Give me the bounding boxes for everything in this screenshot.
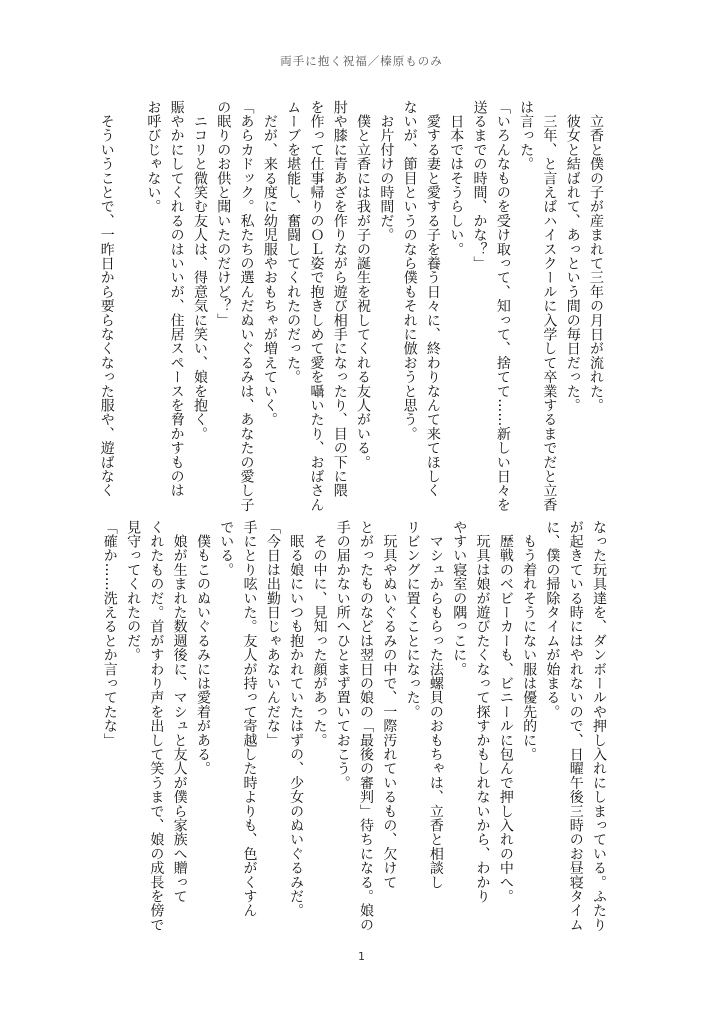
text-line: 彼女と結ばれて、あっという間の毎日だった。 xyxy=(564,100,581,413)
text-line: なった玩具達を、ダンボールや押し入れにしまっている。ふたり xyxy=(591,520,607,932)
running-header: 両手に抱く祝福／榛原ものみ xyxy=(280,54,443,68)
text-line: ないが、節目というのなら僕もそれに倣おうと思う。 xyxy=(401,100,418,441)
text-line: 「いろんなものを受け取って、知って、捨てて……新しい日々を xyxy=(494,100,511,512)
text-line: 歴戦のベビーカーも、ビニールに包んで押し入れの中へ。 xyxy=(497,520,514,904)
text-line: 玩具やぬいぐるみの中で、一際汚れているもの、欠けて xyxy=(381,520,398,890)
text-line: お片付けの時間だ。 xyxy=(378,100,395,242)
text-line: 三年、と言えばハイスクールに入学して卒業するまでだと立香 xyxy=(541,100,558,512)
text-line: 肘や膝に青あざを作りながら遊び相手になったり、目の下に隈 xyxy=(331,100,348,498)
text-line: マシュからもらった法螺貝のおもちゃは、立香と相談し xyxy=(427,520,444,890)
text-line: そういうことで、一昨日から要らなくなった服や、遊ばなく xyxy=(98,100,115,498)
text-line: 眠る娘にいつも抱かれていたはずの、少女のぬいぐるみだ。 xyxy=(288,520,305,918)
text-line: 僕もこのぬいぐるみには愛着がある。 xyxy=(194,520,211,776)
text-line: お呼びじゃない。 xyxy=(145,100,162,214)
text-line: の眠りのお供と聞いたのだけど？」 xyxy=(215,100,232,328)
text-line: でいる。 xyxy=(218,520,235,577)
text-line: その中に、見知った顔があった。 xyxy=(311,520,328,748)
text-line: ムーブを堪能し、奮闘してくれたのだった。 xyxy=(285,100,302,384)
page-number: 1 xyxy=(358,950,365,963)
text-line: 手の届かない所へひとまず置いておこう。 xyxy=(334,520,351,790)
text-line: とがったものなどは翌日の娘の「最後の審判」待ちになる。娘の xyxy=(358,520,375,932)
text-line: リビングに置くことになった。 xyxy=(404,520,421,719)
text-line: だが、来る度に幼児服やおもちゃが増えていく。 xyxy=(261,100,278,427)
text-line: もう着れそうにない服は優先的に。 xyxy=(521,520,538,762)
text-line: 愛する妻と愛する子を養う日々に、終わりなんて来てほしく xyxy=(424,100,441,498)
text-line: 賑やかにしてくれるのはいいが、住居スペースを脅かすものは xyxy=(168,100,185,498)
text-line: 日本ではそうらしい。 xyxy=(448,100,465,257)
text-line: 手にとり呟いた。友人が持って寄越した時よりも、色がくすん xyxy=(241,520,258,918)
text-line: が起きている時にはやれないので、日曜午後三時のお昼寝タイム xyxy=(567,520,584,932)
text-line: 僕と立香には我が子の誕生を祝してくれる友人がいる。 xyxy=(355,100,372,470)
text-line: 見守ってくれたのだ。 xyxy=(125,520,142,662)
text-line: に、僕の掃除タイムが始まる。 xyxy=(544,520,561,719)
text-line: 「あらカドック。私たちの選んだぬいぐるみは、あなたの愛し子 xyxy=(238,100,255,512)
text-line: やすい寝室の隅っこに。 xyxy=(451,520,468,677)
text-line: 立香と僕の子が産まれて三年の月日が流れた。 xyxy=(588,100,604,413)
text-line: 玩具は娘が遊びたくなって探すかもしれないから、わかり xyxy=(474,520,491,904)
upper-text-block xyxy=(94,100,607,512)
text-line: 「確か……洗えるとか言ってたな」 xyxy=(101,520,118,748)
text-line: 娘が生まれた数週後に、マシュと友人が僕ら家族へ贈って xyxy=(171,520,188,904)
lower-text-block xyxy=(97,520,610,932)
text-line: 「今日は出勤日じゃあないんだな」 xyxy=(264,520,281,748)
text-line: 送るまでの時間、かな？」 xyxy=(471,100,488,271)
text-line: ニコリと微笑む友人は、得意気に笑い、娘を抱く。 xyxy=(191,100,208,441)
text-line: は言った。 xyxy=(518,100,535,171)
text-line xyxy=(118,100,141,500)
text-line: を作って仕事帰りのＯＬ姿で抱きしめて愛を囁いたり、おばさん xyxy=(308,100,325,512)
text-line: くれたものだ。首がすわり声を出して笑うまで、娘の成長を傍で xyxy=(148,520,165,932)
